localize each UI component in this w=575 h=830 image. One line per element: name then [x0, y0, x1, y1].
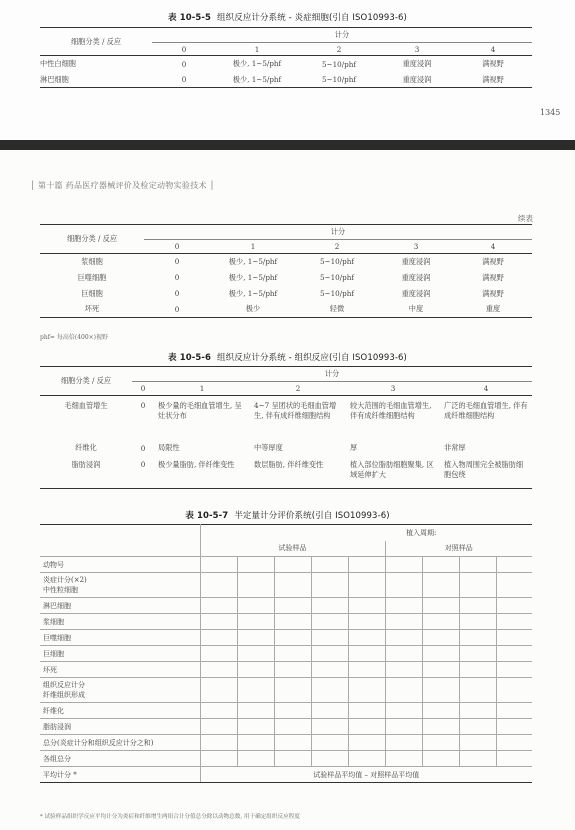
empty-score-cell — [274, 646, 311, 662]
empty-score-cell — [200, 678, 237, 703]
row-label-line: 脂肪浸润 — [43, 722, 71, 731]
empty-score-cell — [496, 630, 532, 646]
cell: 重度浸润 — [402, 59, 432, 69]
row-name: 淋巴细胞 — [40, 74, 69, 84]
empty-score-cell — [311, 719, 348, 735]
empty-score-cell — [496, 678, 532, 703]
row-name: 毛细血管增生 — [64, 401, 108, 410]
empty-score-cell — [311, 678, 348, 703]
score-col: 4 — [490, 242, 496, 251]
cell: 5~10/phf — [319, 257, 355, 267]
table-row — [40, 614, 532, 630]
row-label-line: 巨细胞 — [43, 649, 64, 658]
empty-score-cell — [385, 719, 422, 735]
empty-score-cell — [496, 557, 532, 573]
empty-score-cell — [348, 751, 385, 767]
row-name: 巨细胞 — [81, 288, 103, 298]
cell: 厚 — [350, 443, 358, 452]
row-label — [40, 573, 200, 598]
empty-score-cell — [348, 678, 385, 703]
row-header: 细胞分类 / 反应 — [40, 225, 144, 254]
row-label — [40, 662, 200, 678]
cell: 重度 — [485, 304, 501, 314]
score-col: 2 — [334, 242, 340, 251]
cell: 0 — [181, 59, 187, 69]
empty-score-cell — [200, 614, 237, 630]
continued-label: 续表 — [518, 214, 533, 223]
row-label-line: 淋巴细胞 — [43, 601, 71, 610]
cell: 满视野 — [482, 59, 504, 69]
cell: 0 — [174, 304, 180, 314]
row-name: 脂肪浸润 — [71, 459, 101, 469]
table-row — [40, 735, 532, 751]
row-label — [40, 646, 200, 662]
empty-score-cell — [422, 614, 459, 630]
empty-score-cell — [459, 735, 496, 751]
score-header: 计分 — [132, 367, 532, 382]
table-row — [40, 440, 532, 457]
table-row — [40, 630, 532, 646]
empty-score-cell — [348, 614, 385, 630]
caption-number: 表 10-5-6 — [168, 353, 212, 363]
table-row — [40, 270, 532, 286]
empty-score-cell — [385, 703, 422, 719]
page-divider-band — [0, 140, 575, 150]
empty-score-cell — [311, 735, 348, 751]
empty-score-cell — [274, 614, 311, 630]
row-name: 中性白细胞 — [40, 59, 76, 69]
empty-score-cell — [274, 678, 311, 703]
cell: 重度浸润 — [401, 288, 431, 298]
empty-score-cell — [237, 678, 274, 703]
table-10-5-5-caption — [0, 11, 575, 23]
table-row — [40, 254, 532, 270]
empty-score-cell — [422, 719, 459, 735]
cell: 非常厚 — [444, 443, 466, 452]
score-col: 1 — [250, 242, 256, 251]
row-label — [40, 703, 200, 719]
empty-score-cell — [422, 735, 459, 751]
empty-score-cell — [496, 751, 532, 767]
cell: 满视野 — [482, 256, 504, 266]
empty-score-cell — [311, 557, 348, 573]
empty-score-cell — [200, 751, 237, 767]
empty-score-cell — [385, 662, 422, 678]
score-col: 0 — [181, 44, 187, 54]
row-label-line: 纤维组织形成 — [43, 691, 85, 699]
empty-score-cell — [459, 557, 496, 573]
table-row — [40, 396, 532, 440]
empty-score-cell — [274, 719, 311, 735]
row-name: 纤维化 — [75, 443, 97, 452]
empty-score-cell — [348, 557, 385, 573]
score-col: 2 — [336, 44, 342, 54]
empty-score-cell — [422, 751, 459, 767]
cell: 极少, 1~5/phf — [228, 288, 278, 298]
row-label-line: 浆细胞 — [43, 617, 64, 626]
empty-score-cell — [311, 573, 348, 598]
empty-score-cell — [348, 703, 385, 719]
cell: 较大范围的毛细血管增生, 伴有成纤维细胞结构 — [350, 401, 432, 420]
score-col: 3 — [414, 44, 420, 54]
empty-score-cell — [459, 703, 496, 719]
row-label-line: 组织反应计分 — [43, 681, 85, 689]
empty-score-cell — [200, 598, 237, 614]
row-label-line: 平均计分 * — [43, 770, 77, 779]
table-row — [40, 457, 532, 489]
table-row — [40, 662, 532, 678]
row-header: 细胞分类 / 反应 — [40, 367, 132, 396]
empty-score-cell — [200, 646, 237, 662]
empty-score-cell — [385, 557, 422, 573]
score-col: 2 — [295, 384, 301, 393]
cell: 极少量脂肪, 伴纤维变性 — [158, 459, 235, 469]
table-row — [40, 646, 532, 662]
row-label-line: 总分(炎症计分和组织反应计分之和) — [43, 738, 154, 747]
empty-score-cell — [237, 557, 274, 573]
empty-score-cell — [237, 598, 274, 614]
cell: 0 — [140, 401, 146, 410]
empty-score-cell — [348, 598, 385, 614]
empty-score-cell — [311, 630, 348, 646]
table-row — [40, 751, 532, 767]
table-10-5-7-rows — [40, 556, 532, 783]
empty-score-cell — [496, 735, 532, 751]
cell: 广泛的毛细血管增生, 伴有成纤维细胞结构 — [444, 401, 528, 420]
cell: 0 — [181, 75, 187, 85]
empty-score-cell — [311, 703, 348, 719]
empty-score-cell — [237, 573, 274, 598]
empty-score-cell — [385, 573, 422, 598]
empty-score-cell — [459, 614, 496, 630]
row-label — [40, 678, 200, 703]
empty-score-cell — [422, 678, 459, 703]
table-10-5-5 — [40, 27, 532, 88]
cell: 极少量的毛细血管增生, 呈灶状分布 — [158, 401, 242, 420]
empty-score-cell — [422, 557, 459, 573]
empty-score-cell — [274, 751, 311, 767]
page-number: 1345 — [540, 108, 561, 117]
cell: 0 — [140, 459, 146, 469]
empty-score-cell — [459, 662, 496, 678]
empty-score-cell — [200, 573, 237, 598]
empty-score-cell — [274, 598, 311, 614]
cell: 轻微 — [329, 304, 345, 314]
empty-score-cell — [496, 646, 532, 662]
row-label — [40, 767, 200, 783]
row-label — [40, 735, 200, 751]
running-header: │ 第十篇 药品医疗器械评价及检定动物实验技术 │ — [30, 181, 215, 190]
empty-score-cell — [274, 630, 311, 646]
empty-score-cell — [237, 735, 274, 751]
cell: 极少, 1~5/phf — [232, 74, 282, 84]
empty-score-cell — [237, 719, 274, 735]
row-label — [40, 598, 200, 614]
empty-score-cell — [422, 573, 459, 598]
table-10-5-5-continued — [40, 224, 532, 318]
cell: 5~10/phf — [321, 59, 357, 69]
empty-score-cell — [496, 703, 532, 719]
row-label-line: 中性粒细胞 — [43, 586, 78, 594]
cell: 极少, 1~5/phf — [228, 256, 278, 266]
empty-score-cell — [496, 662, 532, 678]
table-row — [40, 302, 532, 318]
cell: 植入物周围完全被脂肪细胞包绕 — [444, 459, 524, 479]
empty-score-cell — [311, 598, 348, 614]
empty-score-cell — [200, 719, 237, 735]
empty-score-cell — [237, 614, 274, 630]
score-col: 0 — [140, 384, 146, 393]
empty-score-cell — [385, 614, 422, 630]
empty-score-cell — [348, 573, 385, 598]
row-label-line: 各组总分 — [43, 754, 71, 763]
empty-score-cell — [385, 598, 422, 614]
table-row — [40, 286, 532, 302]
table-row — [40, 678, 532, 703]
caption-number: 表 10-5-7 — [185, 511, 229, 521]
cell: 极少 — [245, 304, 261, 314]
empty-score-cell — [385, 630, 422, 646]
implant-period: 植入周期: — [406, 528, 437, 537]
empty-score-cell — [422, 662, 459, 678]
cell: 极少, 1~5/phf — [228, 272, 278, 282]
empty-score-cell — [200, 630, 237, 646]
score-col: 3 — [390, 384, 396, 393]
row-label-line: 巨噬细胞 — [43, 633, 71, 642]
cell: 重度浸润 — [401, 256, 431, 266]
empty-score-cell — [274, 735, 311, 751]
empty-score-cell — [237, 646, 274, 662]
score-header: 计分 — [152, 28, 532, 43]
empty-score-cell — [496, 614, 532, 630]
empty-score-cell — [274, 573, 311, 598]
score-col: 4 — [490, 44, 496, 54]
table-10-5-7-caption — [0, 509, 575, 521]
table-footnote: * 试验样品组织学反应平均计分为炎症和纤维增生两组合计分值总分除以动物总数, 用于确定组织反应程度 — [40, 814, 300, 820]
cell: 极少, 1~5/phf — [232, 59, 282, 69]
empty-score-cell — [422, 598, 459, 614]
empty-score-cell — [385, 735, 422, 751]
row-label — [40, 557, 200, 573]
empty-score-cell — [348, 719, 385, 735]
empty-score-cell — [311, 751, 348, 767]
average-formula: 试验样品平均值 – 对照样品平均值 — [200, 767, 532, 783]
empty-score-cell — [237, 751, 274, 767]
empty-header-cell — [40, 525, 200, 541]
empty-score-cell — [200, 662, 237, 678]
table-10-5-6-caption — [0, 351, 575, 363]
score-header: 计分 — [144, 225, 532, 240]
cell: 5~10/phf — [319, 273, 355, 282]
empty-score-cell — [200, 703, 237, 719]
table-row — [40, 767, 532, 783]
table-row — [40, 703, 532, 719]
implant-period-header — [200, 525, 532, 541]
row-label — [40, 614, 200, 630]
caption-text: 组织反应计分系统 - 炎症细胞(引自 ISO10993-6) — [217, 13, 407, 23]
empty-score-cell — [496, 598, 532, 614]
cell: 重度浸润 — [401, 272, 431, 282]
row-label — [40, 751, 200, 767]
empty-score-cell — [422, 646, 459, 662]
cell: 5~10/phf — [319, 289, 355, 298]
empty-score-cell — [496, 573, 532, 598]
caption-text: 组织反应计分系统 - 组织反应(引自 ISO10993-6) — [217, 353, 407, 363]
table-row — [40, 573, 532, 598]
empty-score-cell — [459, 719, 496, 735]
caption-text: 半定量计分评价系统(引自 ISO10993-6) — [234, 511, 390, 521]
empty-score-cell — [348, 735, 385, 751]
row-label-line: 炎症计分(×2) — [43, 576, 87, 584]
cell: 满视野 — [482, 288, 504, 298]
score-col: 1 — [199, 384, 205, 393]
cell: 5~10/phf — [321, 75, 357, 85]
score-col: 4 — [483, 384, 489, 393]
test-sample-header: 试验样品 — [200, 541, 385, 557]
cell: 数层脂肪, 伴纤维变性 — [254, 459, 324, 469]
cell: 0 — [174, 289, 180, 298]
empty-score-cell — [348, 646, 385, 662]
table-row — [40, 56, 532, 73]
empty-score-cell — [274, 703, 311, 719]
table-10-5-6 — [40, 366, 532, 489]
row-label — [40, 719, 200, 735]
cell: 满视野 — [482, 74, 504, 84]
table-10-5-7 — [40, 524, 532, 557]
empty-score-cell — [459, 630, 496, 646]
empty-score-cell — [459, 646, 496, 662]
table-row — [40, 557, 532, 573]
row-name: 巨噬细胞 — [77, 272, 107, 282]
cell: 中度 — [408, 304, 424, 314]
empty-score-cell — [459, 751, 496, 767]
cell: 局限性 — [158, 443, 180, 452]
empty-score-cell — [422, 703, 459, 719]
empty-score-cell — [348, 630, 385, 646]
empty-score-cell — [385, 751, 422, 767]
empty-score-cell — [200, 557, 237, 573]
empty-score-cell — [422, 630, 459, 646]
score-col: 1 — [254, 44, 260, 54]
cell: 0 — [140, 443, 146, 453]
table-row — [40, 598, 532, 614]
score-col: 3 — [413, 242, 419, 251]
table-note: phf= 每高倍(400×)视野 — [40, 334, 109, 341]
empty-score-cell — [348, 662, 385, 678]
cell: 0 — [174, 257, 180, 267]
cell: 0 — [174, 273, 180, 282]
empty-score-cell — [459, 573, 496, 598]
table-row — [40, 73, 532, 88]
cell: 重度浸润 — [402, 74, 432, 84]
table-row — [40, 719, 532, 735]
empty-score-cell — [459, 678, 496, 703]
cell: 4~7 呈团状的毛细血管增生, 伴有成纤维细胞结构 — [254, 401, 337, 420]
cell: 植入部位脂肪细胞聚集, 区域延伸扩大 — [350, 459, 434, 479]
empty-score-cell — [459, 598, 496, 614]
row-label-line: 坏死 — [43, 665, 57, 674]
empty-score-cell — [274, 662, 311, 678]
empty-score-cell — [311, 646, 348, 662]
control-sample-header: 对照样品 — [385, 541, 532, 557]
empty-score-cell — [237, 703, 274, 719]
empty-score-cell — [237, 662, 274, 678]
empty-score-cell — [311, 614, 348, 630]
row-header: 细胞分类 / 反应 — [40, 28, 152, 56]
empty-header-cell — [40, 541, 200, 557]
row-name: 浆细胞 — [81, 256, 103, 266]
empty-score-cell — [385, 646, 422, 662]
empty-score-cell — [274, 557, 311, 573]
empty-score-cell — [385, 678, 422, 703]
cell: 中等厚度 — [254, 443, 283, 452]
empty-score-cell — [311, 662, 348, 678]
row-label-line: 纤维化 — [43, 706, 64, 715]
empty-score-cell — [200, 735, 237, 751]
row-name: 坏死 — [84, 304, 100, 314]
empty-score-cell — [237, 630, 274, 646]
cell: 满视野 — [482, 272, 504, 282]
row-label — [40, 630, 200, 646]
score-col: 0 — [174, 242, 180, 251]
caption-number: 表 10-5-5 — [168, 13, 212, 23]
empty-score-cell — [496, 719, 532, 735]
row-label-line: 动物号 — [43, 560, 64, 569]
